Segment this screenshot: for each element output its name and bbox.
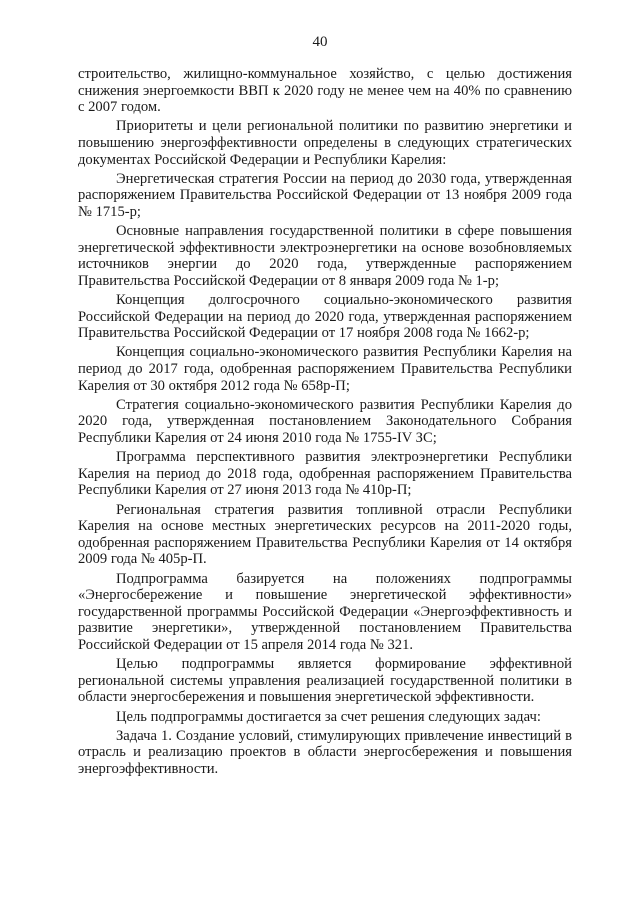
paragraph-tasks-intro: Цель подпрограммы достигается за счет решения следующих задач: xyxy=(116,708,541,725)
paragraph-intro-continuation: строительство, жилищно-коммунальное хозяйство, с целью достижения снижения энергоемкости ВВП к 2020 году не менее чем на 40% по сравнению с 2007 годом. xyxy=(78,66,572,116)
paragraph-task-1: Задача 1. Создание условий, стимулирующих привлечение инвестиций в отрасль и реализацию проектов в области энергосбережения и повышения энергоэффективности. xyxy=(78,727,572,777)
page-number: 40 xyxy=(312,34,328,50)
paragraph-energy-strategy: Энергетическая стратегия России на период до 2030 года, утвержденная распоряжением Правительства Российской Федерации от 13 ноября 2009 года № 1715-р; xyxy=(78,170,572,220)
paragraph-power-program: Программа перспективного развития электроэнергетики Республики Карелия на период до 2018 года, одобренная распоряжением Правительства Республики Карелия от 27 июня 2013 года № 410р-П; xyxy=(78,449,572,499)
paragraph-priorities: Приоритеты и цели региональной политики по развитию энергетики и повышению энергоэффективности определены в следующих стратегических документах Российской Федерации и Республики Карелия: xyxy=(78,118,572,168)
document-body xyxy=(78,66,572,780)
paragraph-karelia-concept: Концепция социально-экономического развития Республики Карелия на период до 2017 года, одобренная распоряжением Правительства Республики Карелия от 30 октября 2012 года № 658р-П; xyxy=(78,344,572,394)
paragraph-karelia-strategy: Стратегия социально-экономического развития Республики Карелия до 2020 года, утвержденная постановлением Законодательного Собрания Республики Карелия от 24 июня 2010 года № 1755-IV ЗС; xyxy=(78,396,572,447)
paragraph-rf-concept: Концепция долгосрочного социально-экономического развития Российской Федерации на период до 2020 года, утвержденная распоряжением Правительства Российской Федерации от 17 ноября 2008 года № 1662-р; xyxy=(78,292,572,342)
paragraph-policy-directions: Основные направления государственной политики в сфере повышения энергетической эффективности электроэнергетики на основе возобновляемых источников энергии до 2020 года, утвержденные распоряжением Правительства Российской Федерации от 8 января 2009 года № 1-р; xyxy=(78,223,572,289)
paragraph-subprogram-goal: Целью подпрограммы является формирование эффективной региональной системы управления реализацией государственной политики в области энергосбережения и повышения энергетической эффективности. xyxy=(78,656,572,706)
paragraph-subprogram-basis: Подпрограмма базируется на положениях подпрограммы «Энергосбережение и повышение энергетической эффективности» государственной программы Российской Федерации «Энергоэффективность и развитие энергетики», утвержденной постановлением Правительства Российской Федерации от 15 апреля 2014 года № 321. xyxy=(78,570,572,653)
paragraph-fuel-strategy: Региональная стратегия развития топливной отрасли Республики Карелия на основе местных энергетических ресурсов на 2011-2020 годы, одобренная распоряжением Правительства Республики Карелия от 14 октября 2009 года № 405р-П. xyxy=(78,501,572,568)
